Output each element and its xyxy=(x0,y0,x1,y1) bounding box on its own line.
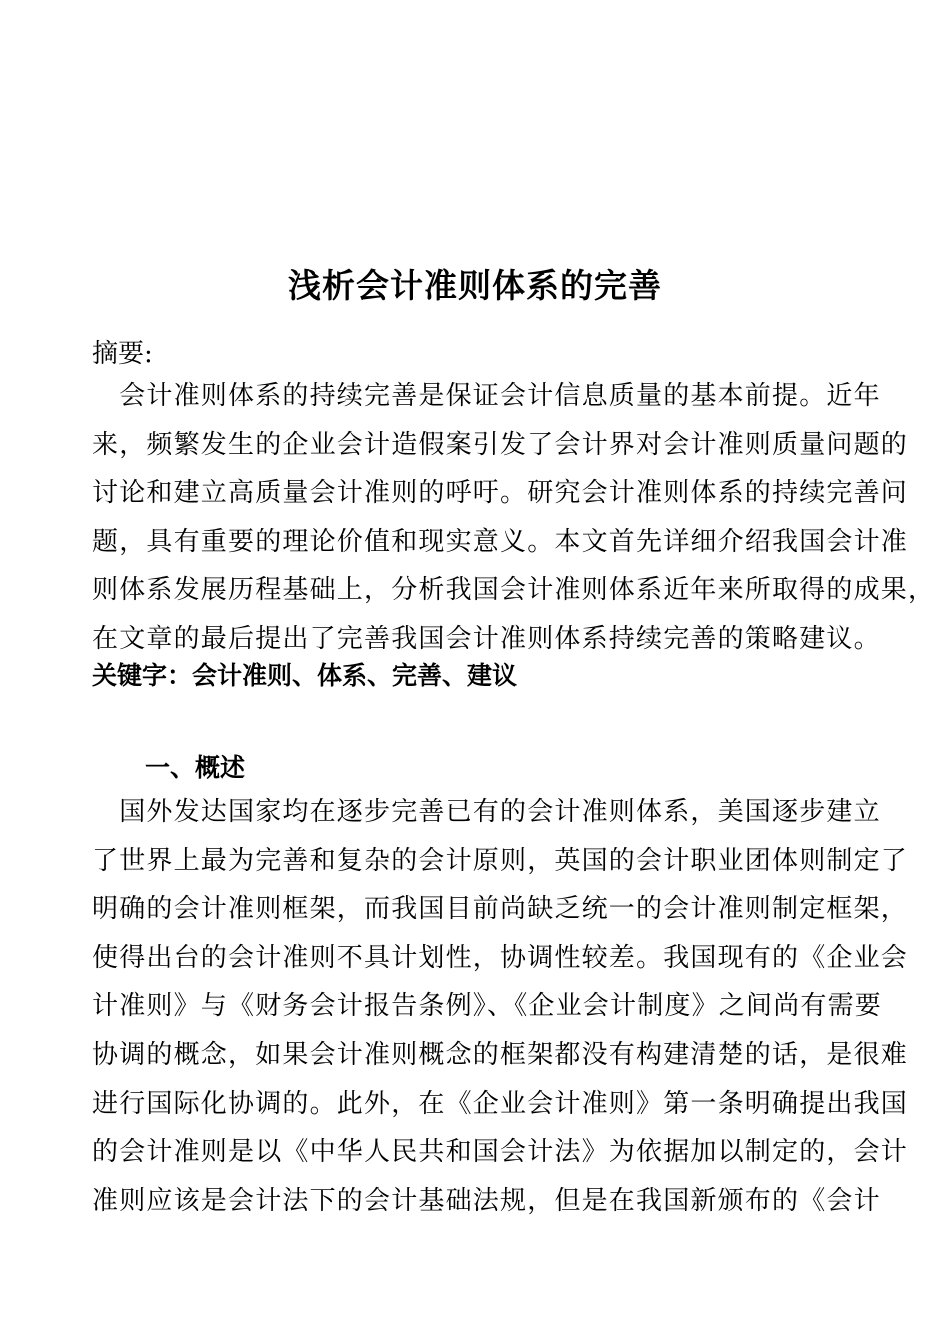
abstract-line: 题，具有重要的理论价值和现实意义。本文首先详细介绍我国会计准 xyxy=(92,526,909,557)
body-line: 国外发达国家均在逐步完善已有的会计准则体系，美国逐步建立 xyxy=(92,797,881,827)
body-line: 的会计准则是以《中华人民共和国会计法》为依据加以制定的，会计 xyxy=(92,1137,909,1168)
body-line: 了世界上最为完善和复杂的会计原则，英国的会计职业团体则制定了 xyxy=(92,845,909,876)
abstract-line: 来，频繁发生的企业会计造假案引发了会计界对会计准则质量问题的 xyxy=(92,429,909,460)
abstract-line: 会计准则体系的持续完善是保证会计信息质量的基本前提。近年 xyxy=(92,381,881,411)
abstract-line: 在文章的最后提出了完善我国会计准则体系持续完善的策略建议。 xyxy=(92,623,881,654)
body-line: 明确的会计准则框架，而我国目前尚缺乏统一的会计准则制定框架， xyxy=(92,894,909,925)
abstract-label: 摘要: xyxy=(92,339,153,369)
body-line: 协调的概念，如果会计准则概念的框架都没有构建清楚的话，是很难 xyxy=(92,1039,909,1070)
abstract-line: 则体系发展历程基础上，分析我国会计准则体系近年来所取得的成果， xyxy=(92,575,936,606)
body-line: 使得出台的会计准则不具计划性，协调性较差。我国现有的《企业会 xyxy=(92,942,909,973)
keywords: 关键字：会计准则、体系、完善、建议 xyxy=(92,661,518,690)
body-line: 计准则》与《财务会计报告条例》、《企业会计制度》之间尚有需要 xyxy=(92,991,883,1022)
abstract-line: 讨论和建立高质量会计准则的呼吁。研究会计准则体系的持续完善问 xyxy=(92,478,909,509)
section-heading: 一、概述 xyxy=(145,753,246,782)
abstract-paragraph xyxy=(92,372,936,664)
body-line: 准则应该是会计法下的会计基础法规，但是在我国新颁布的《会计 xyxy=(92,1185,881,1216)
document-title: 浅析会计准则体系的完善 xyxy=(288,266,662,305)
section-paragraph xyxy=(92,788,909,1225)
body-line: 进行国际化协调的。此外，在《企业会计准则》第一条明确提出我国 xyxy=(92,1088,909,1119)
